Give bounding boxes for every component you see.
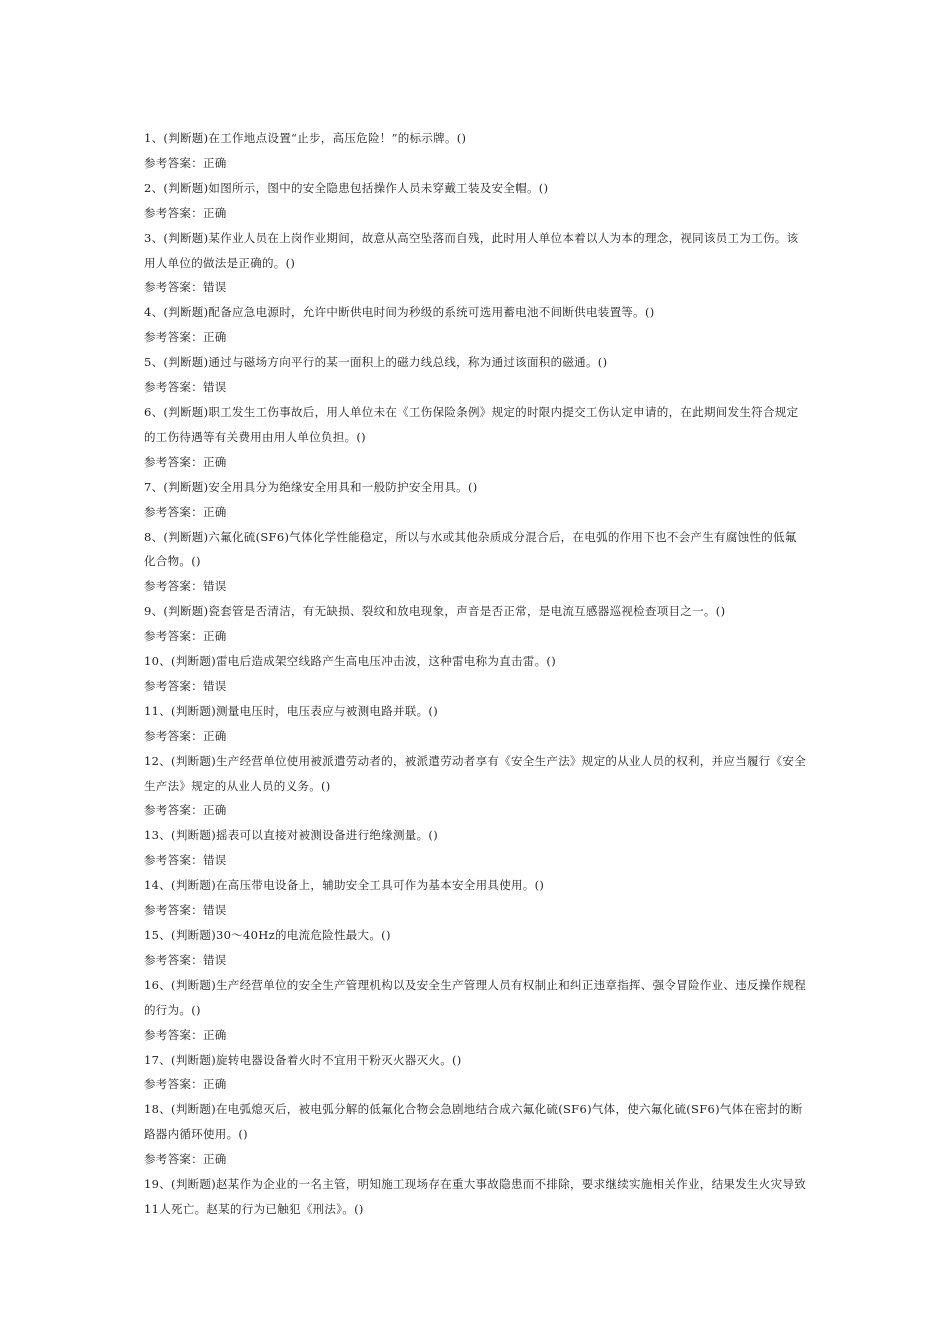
- answer-5: 参考答案：错误: [144, 380, 227, 395]
- question-11: 11、(判断题)测量电压时，电压表应与被测电路并联。(): [144, 703, 438, 718]
- question-3: 3、(判断题)某作业人员在上岗作业期间，故意从高空坠落而自残，此时用人单位本着以人为本的理念，视同该员工为工伤。该用人单位的做法是正确的。(): [144, 230, 799, 270]
- answer-16: 参考答案：正确: [144, 1027, 227, 1042]
- question-8: 8、(判断题)六氟化硫(SF6)气体化学性能稳定，所以与水或其他杂质成分混合后，在电弧的作用下也不会产生有腐蚀性的低氟化合物。(): [144, 529, 797, 569]
- question-10: 10、(判断题)雷电后造成架空线路产生高电压冲击波，这种雷电称为直击雷。(): [144, 654, 556, 669]
- question-19: 19、(判断题)赵某作为企业的一名主管，明知施工现场存在重大事故隐患而不排除，要求继续实施相关作业，结果发生火灾导致11人死亡。赵某的行为已触犯《刑法》。(): [144, 1177, 806, 1216]
- question-9: 9、(判断题)瓷套管是否清洁，有无缺损、裂纹和放电现象，声音是否正常，是电流互感器巡视检查项目之一。(): [144, 604, 726, 619]
- question-5: 5、(判断题)通过与磁场方向平行的某一面积上的磁力线总线，称为通过该面积的磁通。(): [144, 355, 608, 370]
- question-7: 7、(判断题)安全用具分为绝缘安全用具和一般防护安全用具。(): [144, 479, 478, 494]
- answer-15: 参考答案：错误: [144, 952, 227, 967]
- answer-4: 参考答案：正确: [144, 330, 227, 345]
- answer-11: 参考答案：正确: [144, 728, 227, 743]
- question-13: 13、(判断题)摇表可以直接对被测设备进行绝缘测量。(): [144, 828, 438, 843]
- answer-10: 参考答案：错误: [144, 678, 227, 693]
- answer-3: 参考答案：错误: [144, 280, 227, 295]
- question-14: 14、(判断题)在高压带电设备上，辅助安全工具可作为基本安全用具使用。(): [144, 878, 545, 893]
- answer-7: 参考答案：正确: [144, 504, 227, 519]
- answer-1: 参考答案：正确: [144, 155, 227, 170]
- question-12: 12、(判断题)生产经营单位使用被派遣劳动者的，被派遣劳动者享有《安全生产法》规定的从业人员的权利，并应当履行《安全生产法》规定的从业人员的义务。(): [144, 753, 806, 793]
- question-6: 6、(判断题)职工发生工伤事故后，用人单位未在《工伤保险条例》规定的时限内提交工伤认定申请的，在此期间发生符合规定的工伤待遇等有关费用由用人单位负担。(): [144, 404, 799, 444]
- question-1: 1、(判断题)在工作地点设置“止步，高压危险！”的标示牌。(): [144, 131, 467, 145]
- answer-12: 参考答案：正确: [144, 803, 227, 818]
- answer-13: 参考答案：错误: [144, 853, 227, 868]
- answer-9: 参考答案：正确: [144, 629, 227, 644]
- answer-8: 参考答案：错误: [144, 579, 227, 594]
- question-18: 18、(判断题)在电弧熄灭后，被电弧分解的低氟化合物会急剧地结合成六氟化硫(SF6)气体，使六氟化硫(SF6)气体在密封的断路器内循环使用。(): [144, 1102, 803, 1142]
- question-4: 4、(判断题)配备应急电源时，允许中断供电时间为秒级的系统可选用蓄电池不间断供电装置等。(): [144, 305, 655, 320]
- answer-6: 参考答案：正确: [144, 454, 227, 469]
- question-15: 15、(判断题)30～40Hz的电流危险性最大。(): [144, 928, 391, 942]
- document-page: [144, 126, 808, 1222]
- answer-18: 参考答案：正确: [144, 1152, 227, 1167]
- question-2: 2、(判断题)如图所示，图中的安全隐患包括操作人员未穿戴工装及安全帽。(): [144, 180, 549, 195]
- question-16: 16、(判断题)生产经营单位的安全生产管理机构以及安全生产管理人员有权制止和纠正违章指挥、强令冒险作业、违反操作规程的行为。(): [144, 977, 806, 1017]
- question-17: 17、(判断题)旋转电器设备着火时不宜用干粉灭火器灭火。(): [144, 1052, 462, 1067]
- answer-17: 参考答案：正确: [144, 1077, 227, 1092]
- answer-14: 参考答案：错误: [144, 903, 227, 918]
- answer-2: 参考答案：正确: [144, 205, 227, 220]
